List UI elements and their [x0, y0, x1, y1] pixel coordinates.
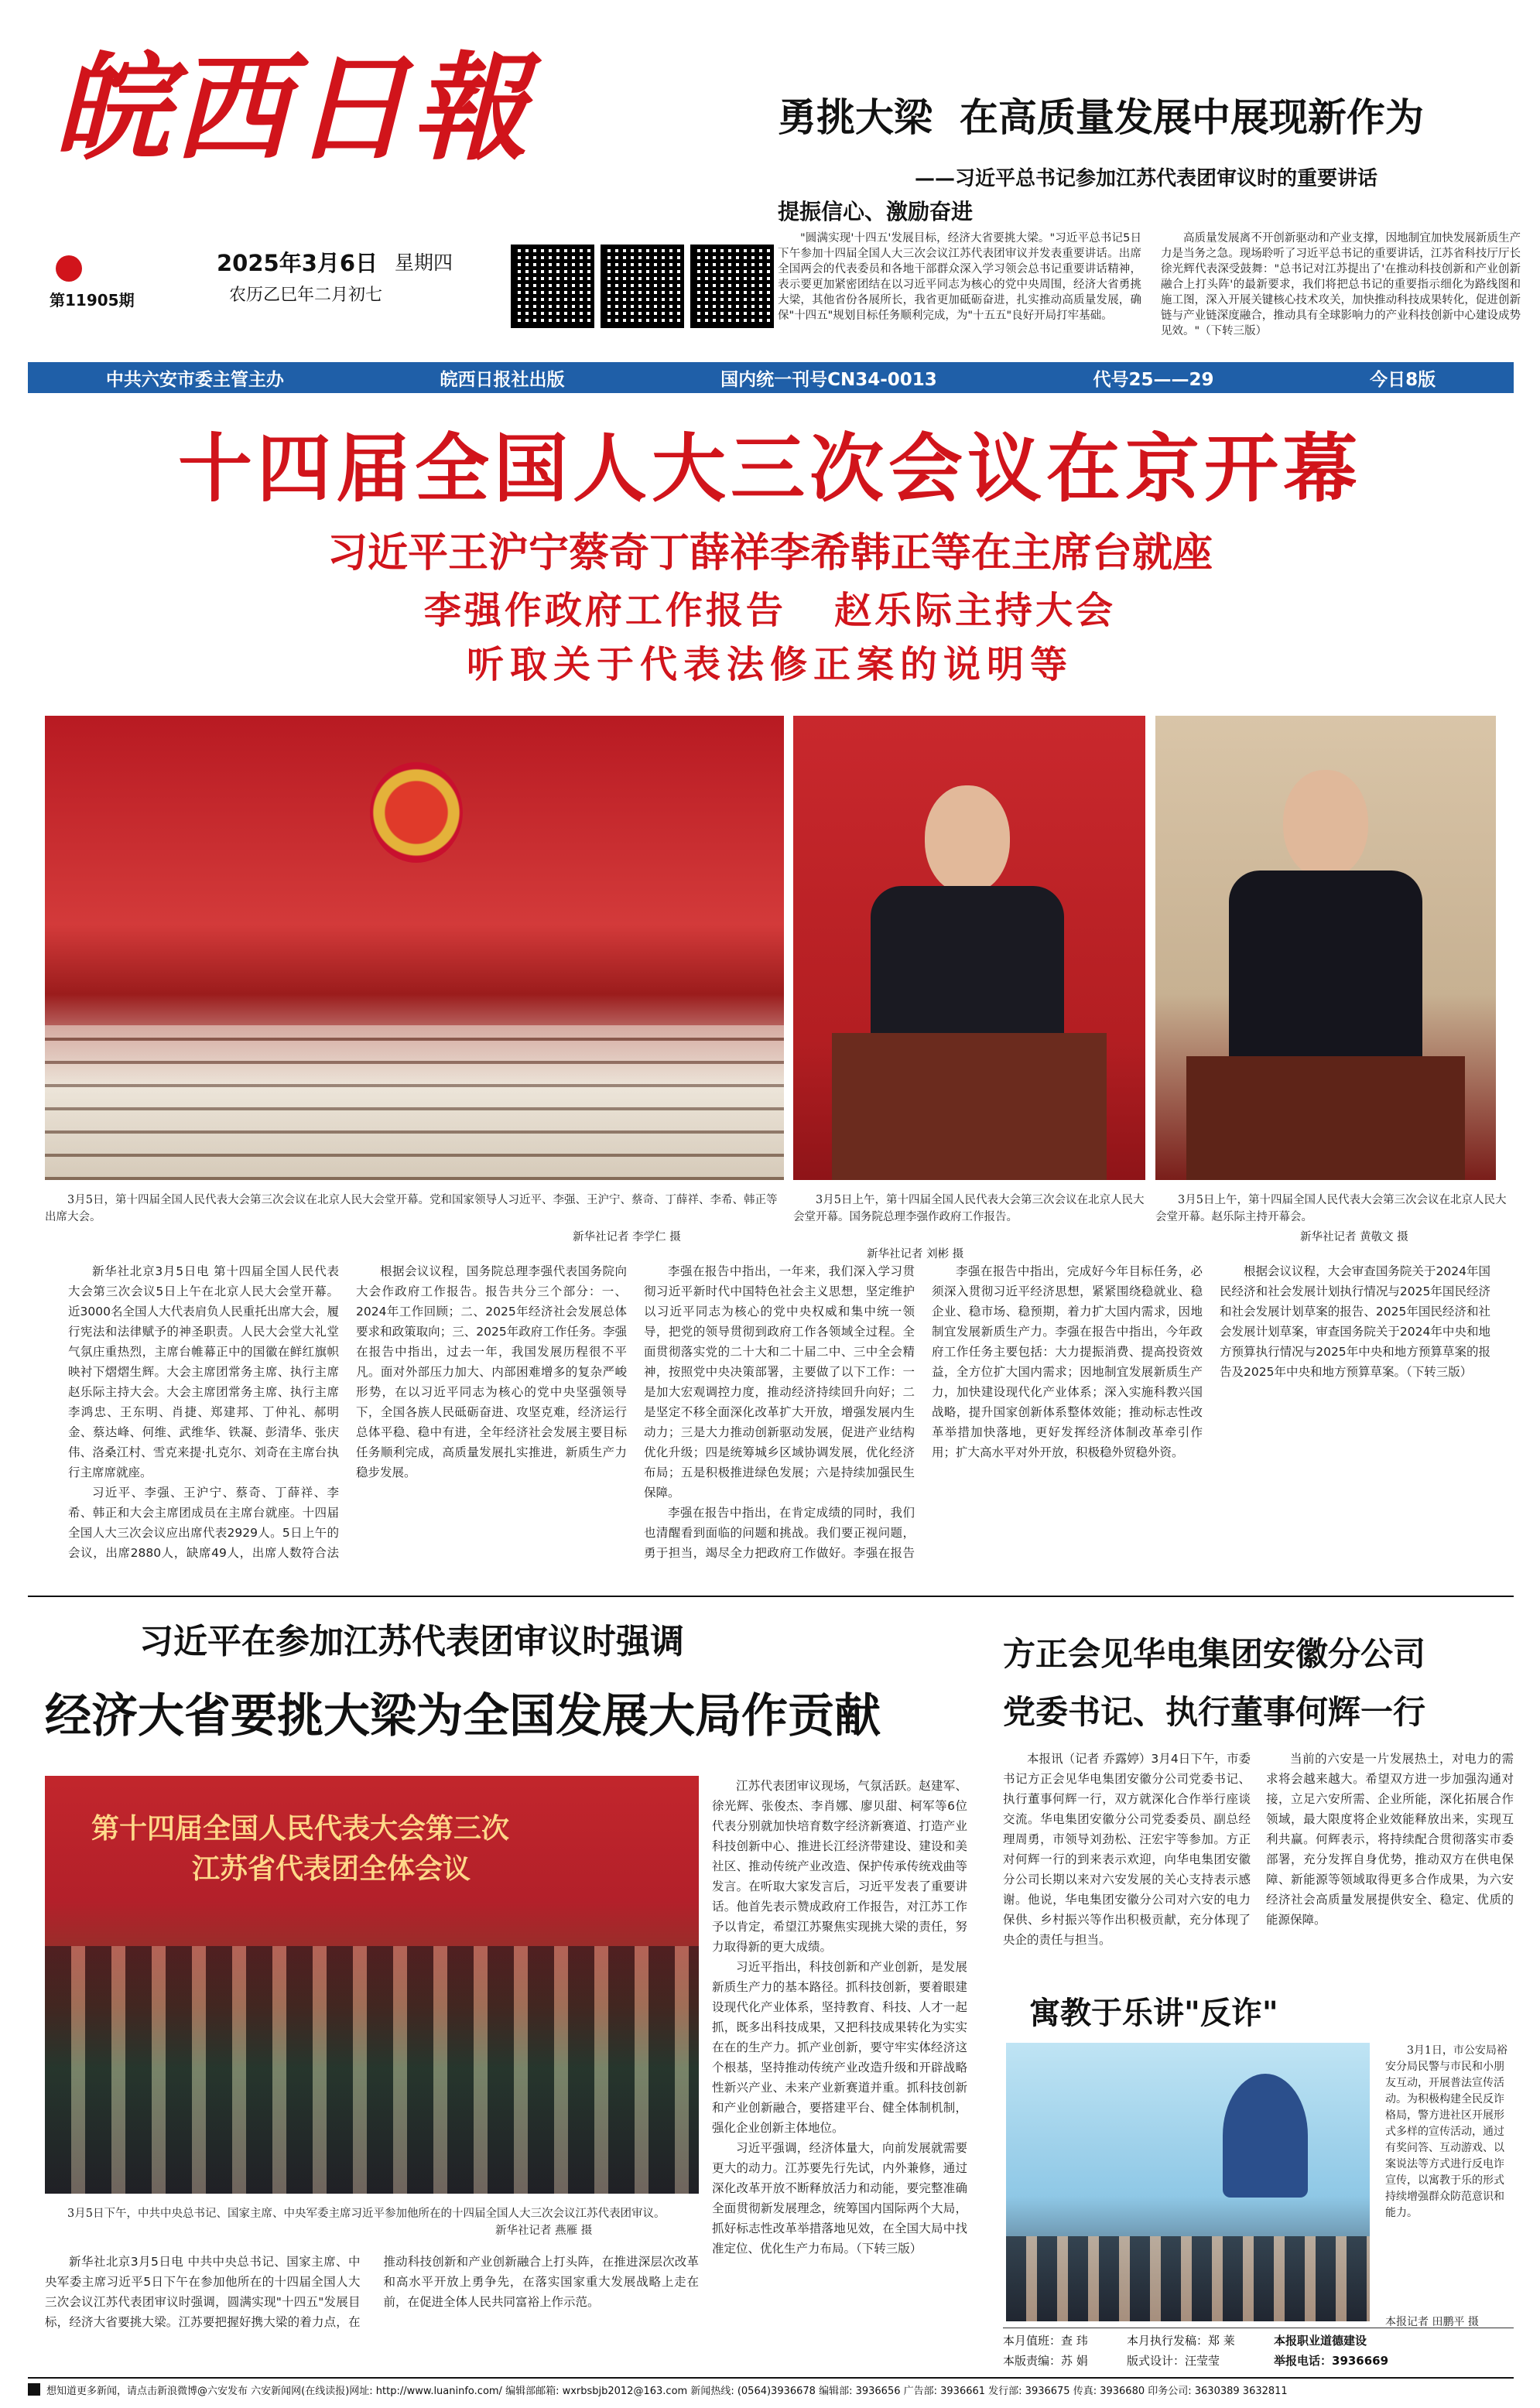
qr-code-icon[interactable] — [511, 245, 594, 328]
main-body-col-1 — [68, 1261, 339, 1563]
top-story-headline[interactable]: 勇挑大梁 在高质量发展中展现新作为 — [778, 94, 1424, 140]
main-body-paragraph: 李强在报告中指出，完成好今年目标任务，必须深入贯彻习近平经济思想，紧紧围绕稳就业、稳企业、稳市场、稳预期，着力扩大国内需求，因地制宜发展新质生产力。李强在报告中指出，今年政府工作任务主要包括：大力提振消费、提高投资效益，全方位扩大国内需求；因地制宜发展新质生产力，加快建设现代化产业体系；深入实施科教兴国战略，提升国家创新体系整体效能；推动标志性改革举措加快落地，更好发挥经济体制改革牵引作用；扩大高水平对外开放，积极稳外贸稳外资。 — [932, 1264, 1203, 1459]
story4-headline[interactable]: 寓教于乐讲"反诈" — [1029, 1995, 1278, 2031]
info-bar-item: 代号25——29 — [1093, 369, 1214, 390]
top-story-col-1 — [778, 231, 1141, 354]
ethics-phone: 举报电话：3936669 — [1274, 2354, 1389, 2368]
main-headline[interactable]: 十四届全国人大三次会议在京开幕 — [178, 426, 1362, 512]
masthead-logo — [56, 255, 82, 282]
editors-box — [1003, 2328, 1514, 2374]
top-story-subtitle-2: 提振信心、激励奋进 — [778, 199, 974, 224]
photo-caption-3: 3月5日上午，第十四届全国人民代表大会第三次会议在北京人民大会堂开幕。赵乐际主持开幕会。 — [1155, 1194, 1507, 1223]
info-bar-item: 皖西日报社出版 — [440, 369, 565, 390]
story3-body-col-2 — [1266, 1749, 1514, 1965]
main-body-paragraph: 习近平、李强、王沪宁、蔡奇、丁薛祥、李希、韩正和大会主席团成员在主席台就座。十四届全国人大三次会议应出席代表2929人。5日上午的会议，出席2880人，缺席49人，出席人数符合法 — [68, 1486, 339, 1560]
photo-banner-text: 江苏省代表团全体会议 — [192, 1853, 471, 1885]
story2-body-col-2 — [712, 1776, 967, 2395]
main-body-col-3 — [644, 1261, 915, 1563]
photo-credit-2: 新华社记者 刘彬 摄 — [867, 1248, 964, 1260]
editor-line: 本版责编：苏 娟 — [1003, 2354, 1088, 2368]
lectern — [832, 1033, 1107, 1180]
photo-jiangsu-delegation — [45, 1776, 699, 2194]
info-bar-item: 今日8版 — [1370, 369, 1436, 390]
story2-headline[interactable]: 经济大省要挑大梁为全国发展大局作贡献 — [45, 1689, 881, 1743]
story3-paragraph: 当前的六安是一片发展热土，对电力的需求将会越来越大。希望双方进一步加强沟通对接，立足六安所需、企业所能，深化拓展合作领域，最大限度将企业效能释放出来，实现互利共赢。何辉表示，将持续配合贯彻落实市委部署，充分发挥自身优势，推动双方在供电保障、新能源等领域取得更多合作成果，为六安经济社会高质量发展提供安全、稳定、优质的能源保障。 — [1266, 1752, 1514, 1927]
main-subheadline-3: 听取关于代表法修正案的说明等 — [466, 643, 1073, 686]
top-story-text: "圆满实现'十四五'发展目标，经济大省要挑大梁。"习近平总书记5日下午参加十四届全国人大三次会议江苏代表团审议并发表重要讲话。出席全国两会的代表委员和各地干部群众深入学习领会总书记重要讲话精神，表示要更加紧密团结在以习近平同志为核心的党中央周围，经济大省勇挑大梁，其他省份各展所长，我省更加砥砺奋进，扎实推动高质量发展，确保"十四五"规划目标任务顺利完成，为"十五五"良好开局打牢基础。 — [778, 232, 1141, 322]
story3-body-col-1 — [1003, 1749, 1251, 1965]
photo-caption-1: 3月5日，第十四届全国人民代表大会第三次会议在北京人民大会堂开幕。党和国家领导人习近平、李强、王沪宁、蔡奇、丁薛祥、李希、韩正等出席大会。 — [45, 1194, 778, 1223]
story2-paragraph: 江苏代表团审议现场，气氛活跃。赵建军、徐光辉、张俊杰、李肖娜、廖贝甜、柯军等6位代表分别就加快培育数字经济新赛道、打造产业科技创新中心、推进长江经济带建设、建设和美社区、推动传统产业改造、保护传承传统戏曲等发言。在听取大家发言后，习近平发表了重要讲话。他首先表示赞成政府工作报告，对江苏工作予以肯定，希望江苏聚焦实现挑大梁的责任，努力取得新的更大成绩。 — [712, 1779, 967, 1954]
story4-credit: 本报记者 田鹏平 摄 — [1385, 2316, 1479, 2328]
main-body-paragraph: 根据会议议程，国务院总理李强代表国务院向大会作政府工作报告。报告共分三个部分：一、2024年工作回顾；二、2025年经济社会发展总体要求和政策取向；三、2025年政府工作任务。李强在报告中指出，过去一年，我国发展历程很不平凡。面对外部压力加大、内部困难增多的复杂严峻形势，在以习近平同志为核心的党中央坚强领导下，全国各族人民砥砺奋进、攻坚克难，经济运行总体平稳、稳中有进，全年经济社会发展主要目标任务顺利完成，高质量发展扎实推进，新质生产力稳步发展。 — [356, 1264, 627, 1479]
issue-number: 第11905期 — [50, 291, 135, 310]
speaker-body — [1229, 871, 1422, 1087]
story2-kicker: 习近平在参加江苏代表团审议时强调 — [139, 1622, 684, 1661]
speaker-head — [1283, 770, 1368, 878]
qr-code-icon[interactable] — [690, 245, 774, 328]
info-bar-item: 国内统一刊号CN34-0013 — [720, 369, 937, 390]
footer-bar — [28, 2377, 1514, 2400]
photo-caption-2: 3月5日上午，第十四届全国人民代表大会第三次会议在北京人民大会堂开幕。国务院总理李强作政府工作报告。 — [793, 1194, 1145, 1223]
masthead-title: 皖西日報 — [54, 40, 532, 176]
national-emblem-icon — [370, 762, 463, 863]
story2-paragraph: 习近平指出，科技创新和产业创新，是发展新质生产力的基本路径。抓科技创新，要着眼建设现代化产业体系，坚持教育、科技、人才一起抓，既多出科技成果，又把科技成果转化为实实在在的生产力。抓产业创新，要守牢实体经济这个根基，坚持推动传统产业改造升级和开辟战略性新兴产业、未来产业新赛道并重。抓科技创新和产业创新融合，要搭建平台、健全体制机制，强化企业创新主体地位。 — [712, 1960, 967, 2135]
story2-credit: 新华社记者 燕雁 摄 — [495, 2225, 593, 2237]
story3-headline-2: 党委书记、执行董事何辉一行 — [1003, 1693, 1426, 1731]
date: 2025年3月6日 — [217, 250, 378, 276]
main-subheadline-2: 李强作政府工作报告 赵乐际主持大会 — [423, 589, 1117, 632]
lunar-date: 农历乙巳年二月初七 — [229, 286, 383, 305]
main-body-paragraph: 李强在报告中指出，在肯定成绩的同时，我们也清醒看到面临的问题和挑战。我们要正视问题，勇于担当，竭尽全力把政府工作做好。李强在报告 — [644, 1506, 915, 1560]
main-body-paragraph: 李强在报告中指出，一年来，我们深入学习贯彻习近平新时代中国特色社会主义思想，坚定维护以习近平同志为核心的党中央权威和集中统一领导，把党的领导贯彻到政府工作各领域全过程。全面贯彻落实党的二十大和二十届二中、三中全会精神，按照党中央决策部署，主要做了以下工作：一是加大宏观调控力度，推动经济持续回升向好；二是坚定不移全面深化改革扩大开放，增强发展内生动力；三是大力推动创新驱动发展，促进产业结构优化升级；四是统筹城乡区域协调发展，优化经济布局；五是积极推进绿色发展；六是持续加强民生保障。 — [644, 1264, 915, 1500]
top-story-col-2 — [1161, 231, 1521, 354]
main-subheadline-1: 习近平王沪宁蔡奇丁薛祥李希韩正等在主席台就座 — [327, 529, 1213, 576]
main-body-paragraph: 新华社北京3月5日电 第十四届全国人民代表大会第三次会议5日上午在北京人民大会堂开幕。近3000名全国人大代表肩负人民重托出席大会，履行宪法和法律赋予的神圣职责。人民大会堂大礼堂气氛庄重热烈，主席台帷幕正中的国徽在鲜红旗帜映衬下熠熠生辉。大会主席团常务主席、执行主席赵乐际主持大会。大会主席团常务主席、执行主席李鸿忠、王东明、肖捷、郑建邦、丁仲礼、郝明金、蔡达峰、何维、武维华、铁凝、彭清华、张庆伟、洛桑江村、雪克来提·扎克尔、刘奇在主席台执行主席席就座。 — [68, 1264, 339, 1479]
footer-text: 想知道更多新闻，请点击新浪微博@六安发布 六安新闻网(在线读报)网址: http://www.luaninfo.com/ 编辑部邮箱: wxrbsbjb2012@163.com 新闻热线: (0564)3936678 编辑部: 3936656 广告部: 3936661 发行部: 3936675 传真: 3936680 印务公司: 3630389 3632811 — [46, 2385, 1288, 2397]
speaker-head — [925, 785, 1010, 894]
main-body-col-2 — [356, 1261, 627, 1563]
top-story-text: 高质量发展离不开创新驱动和产业支撑，因地制宜加快发展新质生产力是当务之急。现场聆听了习近平总书记的重要讲话，江苏省科技厅厅长徐光辉代表深受鼓舞："总书记对江苏提出了'在推动科技创新和产业创新融合上打头阵'的最新要求，我们将把总书记的重要指示细化为路线图和施工图，深入开展关键核心技术攻关，加快推动科技成果转化，促进创新链与产业链深度融合，推动具有全球影响力的产业科技创新中心建设成势见效。"（下转三版） — [1161, 232, 1521, 337]
main-body-col-5 — [1220, 1261, 1490, 1563]
editor-line: 本月执行发稿：郑 莱 — [1127, 2334, 1235, 2348]
main-body-paragraph: 根据会议议程，大会审查国务院关于2024年国民经济和社会发展计划执行情况与2025年国民经济和社会发展计划草案的报告、2025年国民经济和社会发展计划草案，审查国务院关于2024年中央和地方预算执行情况与2025年中央和地方预算草案的报告及2025年中央和地方预算草案。（下转三版） — [1220, 1264, 1490, 1379]
story3-paragraph: 本报讯（记者 乔露婷）3月4日下午，市委书记方正会见华电集团安徽分公司党委书记、执行董事何辉一行，双方就深化合作举行座谈交流。华电集团安徽分公司党委委员、副总经理周勇，市领导刘劲松、汪宏宇等参加。方正对何辉一行的到来表示欢迎，向华电集团安徽分公司长期以来对六安发展的关心支持表示感谢。他说，华电集团安徽分公司对六安的电力保供、乡村振兴等作出积极贡献，充分体现了央企的责任与担当。 — [1003, 1752, 1251, 1947]
photo-banner-text: 第十四届全国人民代表大会第三次 — [91, 1813, 510, 1845]
story2-body-col-1 — [45, 2252, 699, 2368]
delegates-rows — [45, 1946, 699, 2194]
photo-anti-fraud — [1006, 2043, 1370, 2321]
presidium-rows — [45, 1025, 784, 1180]
photo-credit-1: 新华社记者 李学仁 摄 — [573, 1231, 681, 1243]
photo-li-qiang — [793, 716, 1145, 1180]
photo-congress-hall — [45, 716, 784, 1180]
lectern — [1186, 1056, 1465, 1180]
audience — [1006, 2236, 1370, 2321]
story4-caption: 3月1日，市公安局裕安分局民警与市民和小朋友互动，开展普法宣传活动。为积极构建全民反诈格局，警方进社区开展形式多样的宣传活动，通过有奖问答、互动游戏、以案说法等方式进行反电诈宣传，以寓教于乐的形式持续增强群众防范意识和能力。 — [1385, 2044, 1507, 2219]
section-divider — [28, 1596, 1514, 1597]
top-story-subtitle: ——习近平总书记参加江苏代表团审议时的重要讲话 — [915, 167, 1378, 190]
photo-credit-3: 新华社记者 黄敬文 摄 — [1300, 1231, 1408, 1243]
editor-line: 本月值班：查 玮 — [1003, 2334, 1088, 2348]
info-bar-item: 中共六安市委主管主办 — [105, 369, 284, 390]
qr-code-icon[interactable] — [601, 245, 684, 328]
weibo-icon — [28, 2383, 40, 2396]
ethics-notice: 本报职业道德建设 — [1274, 2334, 1367, 2348]
editor-line: 版式设计：汪莹莹 — [1127, 2354, 1220, 2368]
masthead — [0, 0, 1540, 371]
story2-paragraph: 习近平强调，经济体量大，向前发展就需要更大的动力。江苏要先行先试，内外兼修，通过深化改革开放不断释放活力和动能，要完整准确全面贯彻新发展理念，统筹国内国际两个大局，抓好标志性改革举措落地见效，在全国大局中找准定位、优化生产力布局。（下转三版） — [712, 2141, 967, 2256]
info-bar — [28, 362, 1514, 393]
story2-caption: 3月5日下午，中共中央总书记、国家主席、中央军委主席习近平参加他所在的十四届全国人大三次会议江苏代表团审议。 — [67, 2208, 666, 2220]
police-cartoon-icon — [1223, 2074, 1308, 2198]
story2-paragraph: 新华社北京3月5日电 中共中央总书记、国家主席、中央军委主席习近平5日下午在参加他所在的十四届全国人大三次会议江苏代表团审议时强调，圆满实现"十四五"发展目标，经济大省要挑大梁。江苏要把握好携大梁的着力点，在推动科技创新和产业创新融合上打头阵，在推进深层次改革和高水平开放上勇争先，在落实国家重大发展战略上走在前，在促进全体人民共同富裕上作示范。 — [45, 2255, 699, 2329]
weekday: 星期四 — [395, 251, 453, 274]
story3-headline-1[interactable]: 方正会见华电集团安徽分公司 — [1003, 1635, 1426, 1673]
photo-zhao-leji — [1155, 716, 1496, 1180]
main-body-col-4 — [932, 1261, 1203, 1563]
